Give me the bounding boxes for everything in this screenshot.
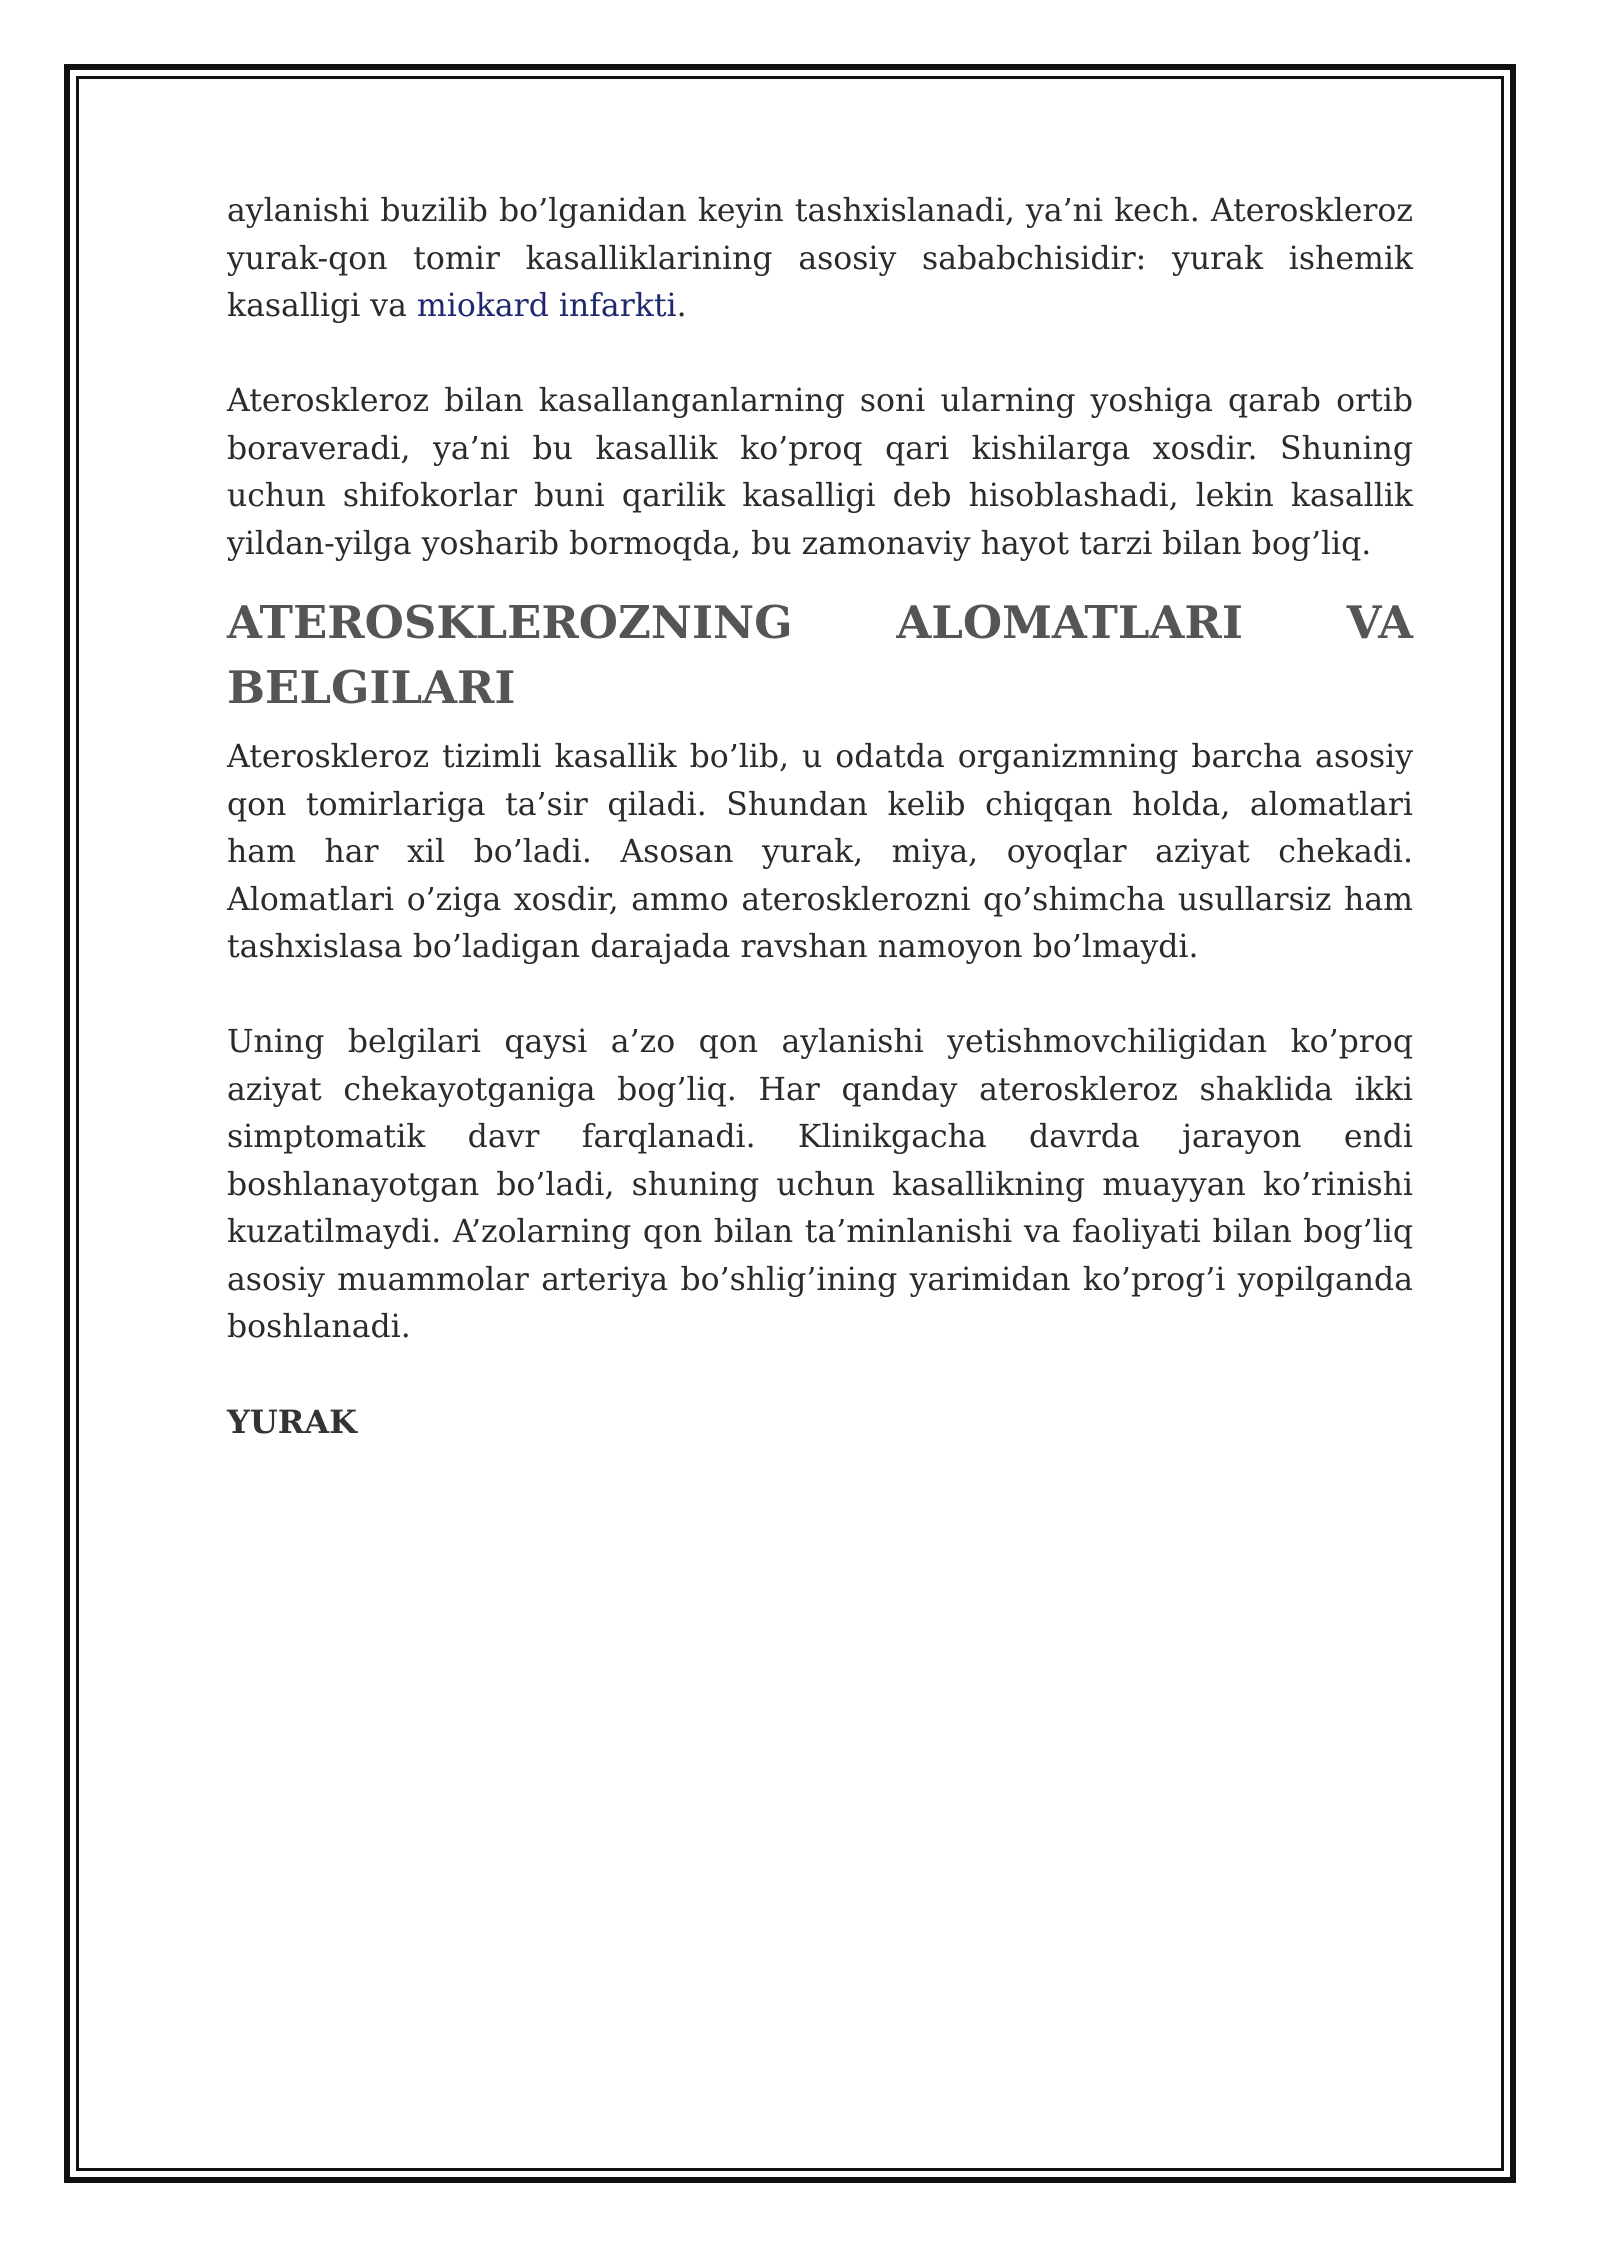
paragraph-spacer [227, 972, 1413, 1020]
paragraph-systemic: Ateroskleroz tizimli kasallik bo’lib, u odatda organizmning barcha asosiy qon tomirlariga ta’sir qiladi. Shundan kelib chiqqan holda, alomatlari ham har xil bo’ladi. Asosan yurak, miya, oyoqlar aziyat chekadi. Alomatlari o’ziga xosdir, ammo aterosklerozni qo’shimcha usullarsiz ham tashxislasa bo’ladigan darajada ravshan namoyon bo’lmaydi. [227, 739, 1413, 965]
paragraph-prevalence: Ateroskleroz bilan kasallanganlarning soni ularning yoshiga qarab ortib boraveradi, ya’ni bu kasallik ko’proq qari kishilarga xosdir. Shuning uchun shifokorlar buni qarilik kasalligi deb hisoblashadi, lekin kasallik yildan-yilga yosharib bormoqda, bu zamonaviy hayot tarzi bilan bog’liq. [227, 383, 1413, 562]
paragraph-spacer [227, 1352, 1413, 1400]
paragraph-intro [227, 188, 1413, 331]
paragraph-intro-text: aylanishi buzilib bo’lganidan keyin tashxislanadi, ya’ni kech. Ateroskleroz yurak-qon tomir kasalliklarining asosiy sababchisidir: yurak ishemik kasalligi va [227, 193, 1413, 324]
paragraph-signs: Uning belgilari qaysi a’zo qon aylanishi yetishmovchiligidan ko’proq aziyat chekayotganiga bog’liq. Har qanday ateroskleroz shaklida ikki simptomatik davr farqlanadi. Klinikgacha davrda jarayon endi boshlanayotgan bo’ladi, shuning uchun kasallikning muayyan ko’rinishi kuzatilmaydi. A’zolarning qon bilan ta’minlanishi va faoliyati bilan bog’liq asosiy muammolar arteriya bo’shlig’ining yarimidan ko’prog’i yopilganda boshlanadi. [227, 1024, 1413, 1345]
miokard-infarkti-link[interactable]: miokard infarkti [416, 288, 677, 324]
paragraph-spacer [227, 331, 1413, 379]
document-body [227, 188, 1413, 1446]
sub-heading-yurak: YURAK [227, 1403, 357, 1441]
paragraph-intro-end: . [676, 288, 687, 324]
section-heading-symptoms: ATEROSKLEROZNING ALOMATLARI VA BELGILARI [227, 596, 1413, 714]
